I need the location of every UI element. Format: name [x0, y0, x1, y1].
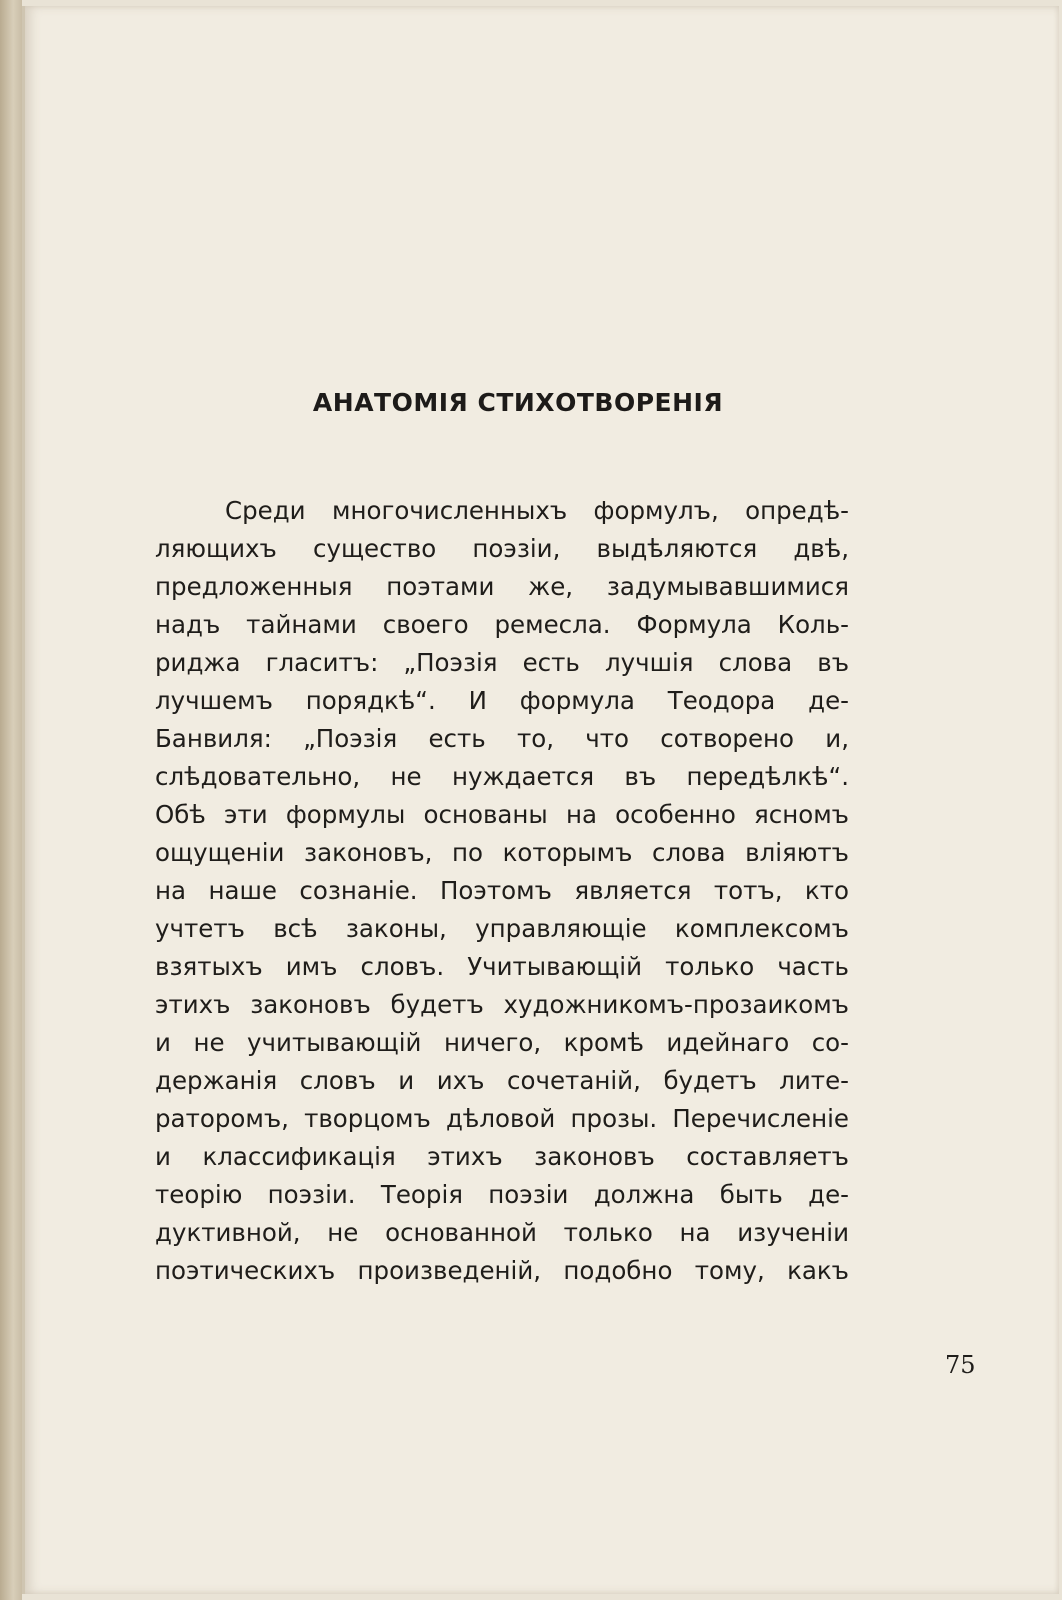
page-number: 75: [945, 1351, 976, 1379]
text-line: и классификація этихъ законовъ составляетъ: [155, 1142, 849, 1171]
text-line: этихъ законовъ будетъ художникомъ-прозаикомъ: [155, 990, 849, 1019]
book-page: [22, 6, 1059, 1594]
text-line: лучшемъ порядкѣ“. И формула Теодора де-: [155, 686, 849, 715]
text-line: теорію поэзіи. Теорія поэзіи должна быть де-: [155, 1180, 849, 1209]
chapter-title: АНАТОМІЯ СТИХОТВОРЕНІЯ: [312, 388, 724, 417]
text-line: Банвиля: „Поэзія есть то, что сотворено и,: [155, 724, 849, 753]
text-line: учтетъ всѣ законы, управляющіе комплексомъ: [155, 914, 849, 943]
text-line: ощущеніи законовъ, по которымъ слова вліяютъ: [155, 838, 849, 867]
text-line: на наше сознаніе. Поэтомъ является тотъ, кто: [155, 876, 849, 905]
text-line: Обѣ эти формулы основаны на особенно ясномъ: [155, 800, 849, 829]
text-line: риджа гласитъ: „Поэзія есть лучшія слова въ: [155, 648, 849, 677]
text-line: Среди многочисленныхъ формулъ, опредѣ-: [225, 496, 849, 525]
text-line: предложенныя поэтами же, задумывавшимися: [155, 572, 849, 601]
text-line: поэтическихъ произведеній, подобно тому, какъ: [155, 1256, 849, 1285]
text-line: ляющихъ существо поэзіи, выдѣляются двѣ,: [155, 534, 849, 563]
text-line: взятыхъ имъ словъ. Учитывающій только часть: [155, 952, 849, 981]
text-line: раторомъ, творцомъ дѣловой прозы. Перечисленіе: [155, 1104, 849, 1133]
book-spine: [0, 0, 22, 1600]
text-line: дуктивной, не основанной только на изученіи: [155, 1218, 849, 1247]
text-line: слѣдовательно, не нуждается въ передѣлкѣ“.: [155, 762, 849, 791]
text-line: и не учитывающій ничего, кромѣ идейнаго со-: [155, 1028, 849, 1057]
text-line: держанія словъ и ихъ сочетаній, будетъ лите-: [155, 1066, 849, 1095]
text-line: надъ тайнами своего ремесла. Формула Коль-: [155, 610, 849, 639]
